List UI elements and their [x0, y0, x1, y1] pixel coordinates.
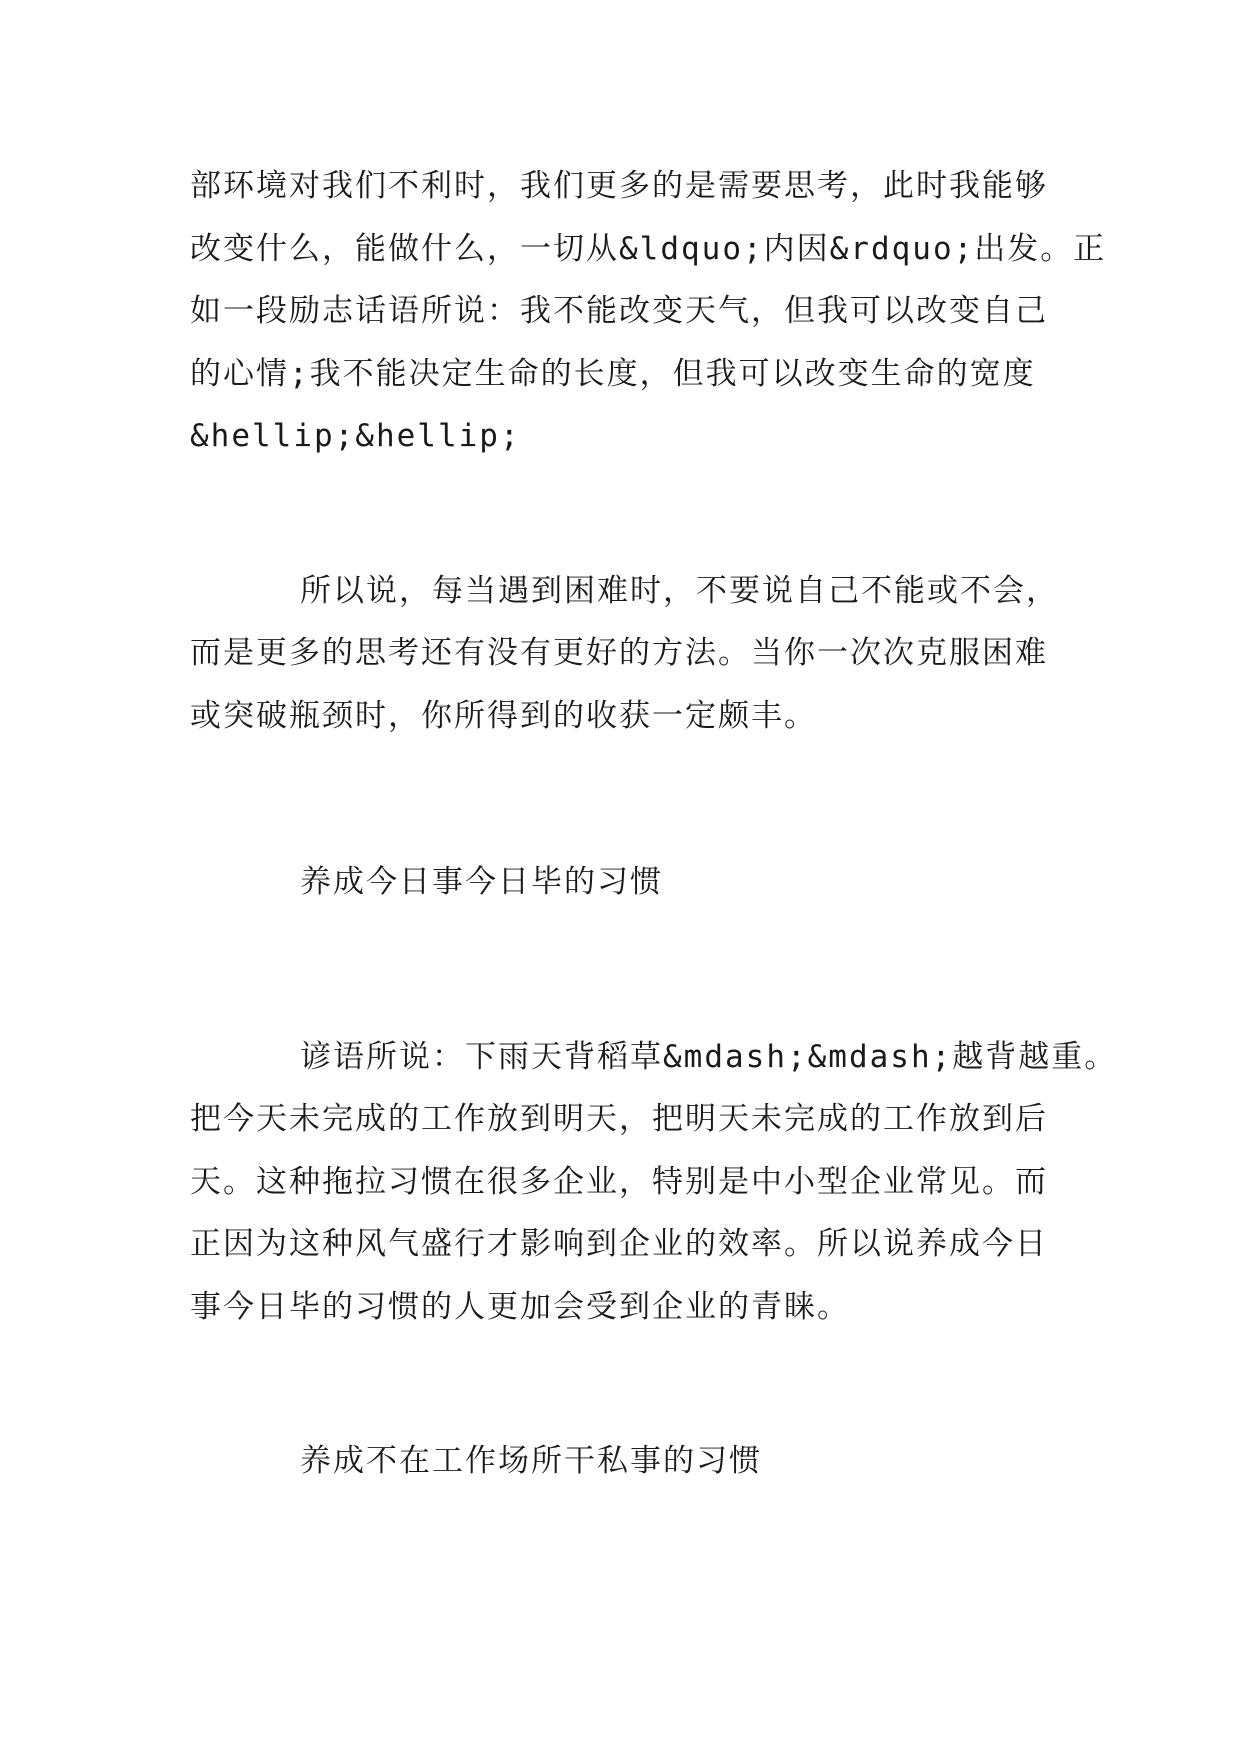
paragraph-line: 改变什么，能做什么，一切从&ldquo;内因&rdquo;出发。正: [190, 231, 1107, 267]
section-heading: 养成不在工作场所干私事的习惯: [300, 1443, 762, 1479]
paragraph-line: 把今天未完成的工作放到明天，把明天未完成的工作放到后: [190, 1101, 1048, 1137]
paragraph-line: 如一段励志话语所说：我不能改变天气，但我可以改变自己: [190, 293, 1048, 329]
paragraph-line: 正因为这种风气盛行才影响到企业的效率。所以说养成今日: [190, 1226, 1048, 1262]
paragraph-line: 部环境对我们不利时，我们更多的是需要思考，此时我能够: [190, 168, 1048, 204]
paragraph-line: 谚语所说：下雨天背稻草&mdash;&mdash;越背越重。: [300, 1039, 1118, 1075]
paragraph-line: 事今日毕的习惯的人更加会受到企业的青睐。: [190, 1289, 850, 1325]
paragraph-line: 天。这种拖拉习惯在很多企业，特别是中小型企业常见。而: [190, 1164, 1048, 1200]
paragraph-line: 而是更多的思考还有没有更好的方法。当你一次次克服困难: [190, 635, 1048, 671]
paragraph-line: &hellip;&hellip;: [190, 418, 521, 454]
paragraph-line: 的心情;我不能决定生命的长度，但我可以改变生命的宽度: [190, 356, 1036, 392]
section-heading: 养成今日事今日毕的习惯: [300, 864, 663, 900]
paragraph-line: 所以说，每当遇到困难时，不要说自己不能或不会，: [300, 573, 1059, 609]
paragraph-line: 或突破瓶颈时，你所得到的收获一定颇丰。: [190, 698, 817, 734]
